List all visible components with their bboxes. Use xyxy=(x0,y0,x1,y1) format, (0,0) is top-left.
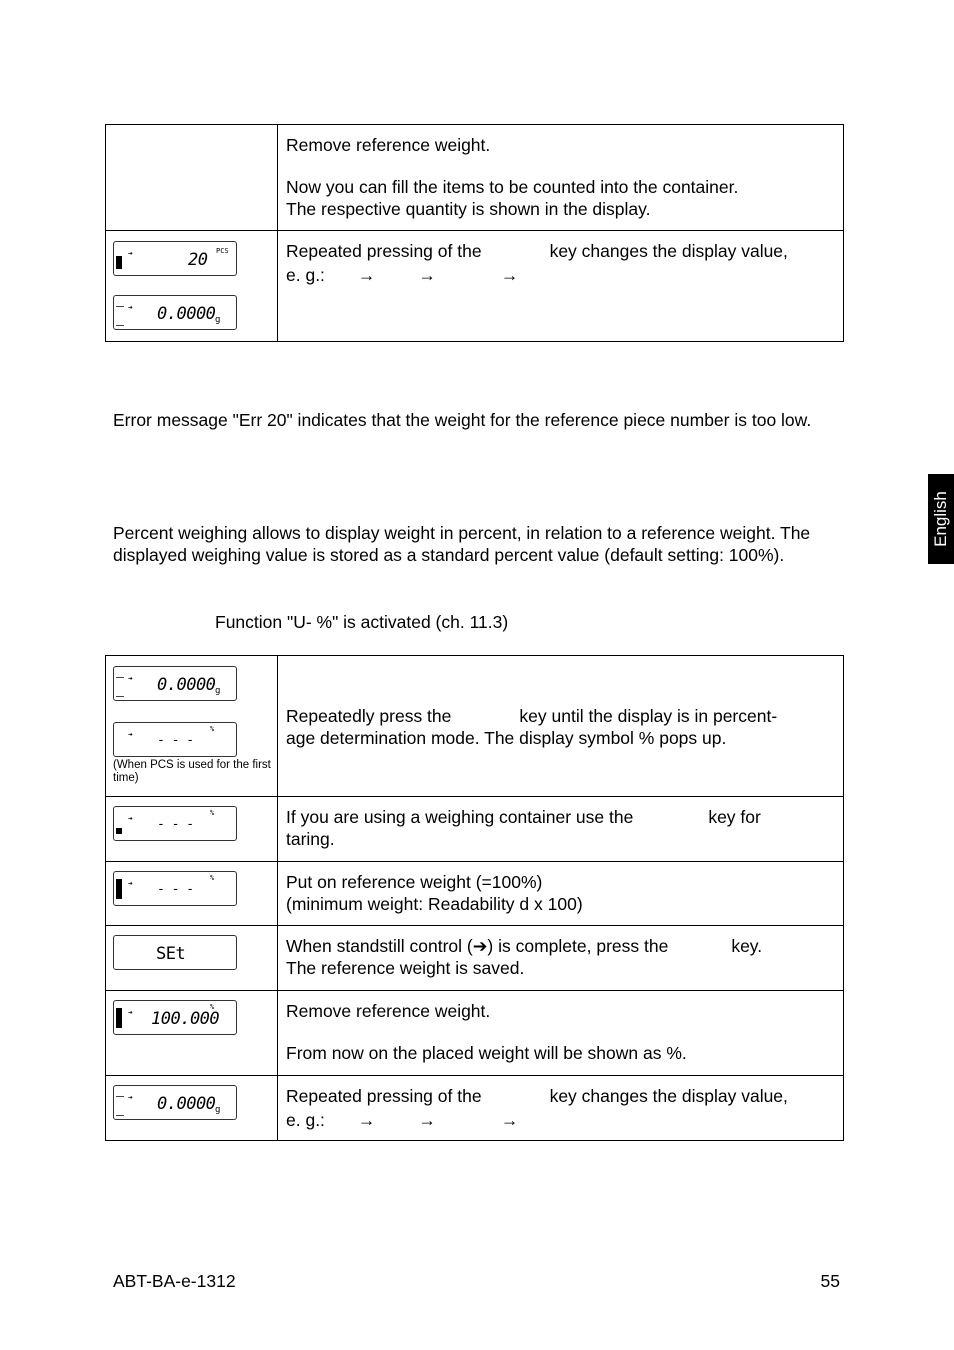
stable-arrow-icon: ➔ xyxy=(128,1008,133,1017)
arrow-icon: → xyxy=(500,265,519,285)
example-line: e. g.: → → → xyxy=(286,1110,519,1130)
instruction-text: Now you can fill the items to be counted into the container. xyxy=(286,177,739,197)
instruction-text: Repeated pressing of the key changes the display value, xyxy=(286,1086,788,1106)
lcd-display xyxy=(113,1000,237,1035)
display-unit: % xyxy=(210,725,215,733)
arrow-icon: → xyxy=(357,1110,376,1130)
table-row xyxy=(106,656,844,797)
display-unit: g xyxy=(215,686,221,696)
display-cell xyxy=(106,231,278,342)
table-row xyxy=(106,991,844,1076)
instruction-text: taring. xyxy=(286,829,335,849)
instruction-cell xyxy=(278,991,844,1076)
lcd-display xyxy=(113,295,237,330)
language-tab-label: English xyxy=(931,491,950,547)
stable-arrow-icon: ➔ xyxy=(128,303,133,312)
bar-segment xyxy=(116,696,124,697)
display-value: 100.000 xyxy=(151,1009,220,1029)
instruction-text: age determination mode. The display symbol % pops up. xyxy=(286,727,727,748)
percent-weighing-paragraph: Percent weighing allows to display weight in percent, in relation to a reference weight. The displayed weighing value is stored as a standard percent value (default setting: 100%). xyxy=(113,523,811,565)
bar-segment xyxy=(116,1096,124,1097)
standstill-arrow-icon: ➔ xyxy=(472,936,488,956)
table-row xyxy=(106,797,844,862)
arrow-icon: → xyxy=(418,1110,436,1130)
display-unit: g xyxy=(215,1105,221,1115)
table-row xyxy=(106,1076,844,1141)
table-row xyxy=(106,125,844,231)
lcd-display xyxy=(113,1085,237,1120)
bar-segment xyxy=(116,325,124,326)
lcd-display xyxy=(113,666,237,701)
instruction-text: Remove reference weight. xyxy=(286,135,491,155)
stability-bar xyxy=(116,879,122,899)
display-value: - - - xyxy=(157,882,194,897)
stable-arrow-icon: ➔ xyxy=(128,730,133,739)
table-row xyxy=(106,862,844,926)
display-unit: g xyxy=(215,315,221,325)
stable-arrow-icon: ➔ xyxy=(128,674,133,683)
lcd-display xyxy=(113,722,237,757)
instruction-text: The reference weight is saved. xyxy=(286,958,525,978)
table-row xyxy=(106,926,844,991)
instruction-text: Remove reference weight. xyxy=(286,1001,491,1021)
instruction-cell xyxy=(278,656,844,797)
percent-steps-table xyxy=(105,655,844,1141)
error-message-paragraph: Error message "Err 20" indicates that the weight for the reference piece number is too low. xyxy=(113,410,812,430)
instruction-cell xyxy=(278,1076,844,1141)
instruction-text: When standstill control (➔) is complete, press the key. xyxy=(286,936,763,956)
instruction-text: The respective quantity is shown in the display. xyxy=(286,199,651,219)
lcd-display xyxy=(113,241,237,276)
stable-arrow-icon: ➔ xyxy=(128,814,133,823)
instruction-text: Repeatedly press the key until the display is in percent- xyxy=(286,705,778,726)
counting-steps-table xyxy=(105,124,844,342)
lcd-display xyxy=(113,935,237,970)
display-cell xyxy=(106,125,278,231)
lcd-display xyxy=(113,806,237,841)
display-value: 20 xyxy=(188,250,208,270)
display-cell xyxy=(106,656,278,797)
stable-arrow-icon: ➔ xyxy=(128,1093,133,1102)
instruction-text: Repeated pressing of the key changes the display value, xyxy=(286,241,788,261)
stable-arrow-icon: ➔ xyxy=(128,879,133,888)
page-number: 55 xyxy=(820,1271,840,1291)
display-cell xyxy=(106,926,278,991)
lcd-display xyxy=(113,871,237,906)
display-value: 0.0000 xyxy=(157,1094,216,1114)
stability-bar xyxy=(116,256,122,269)
first-use-note: (When PCS is used for the first time) xyxy=(113,759,271,784)
precondition-text: Function "U- %" is activated (ch. 11.3) xyxy=(215,612,509,632)
display-cell xyxy=(106,797,278,862)
table-row xyxy=(106,231,844,342)
display-value: 0.0000 xyxy=(157,675,216,695)
arrow-icon: → xyxy=(500,1110,519,1130)
display-value: - - - xyxy=(157,817,194,832)
instruction-text: (minimum weight: Readability d x 100) xyxy=(286,894,583,914)
instruction-cell xyxy=(278,862,844,926)
instruction-cell xyxy=(278,926,844,991)
arrow-icon: → xyxy=(357,265,376,285)
document-id: ABT-BA-e-1312 xyxy=(113,1271,236,1291)
display-unit: % xyxy=(210,1003,215,1011)
instruction-text: From now on the placed weight will be shown as %. xyxy=(286,1043,687,1063)
display-cell xyxy=(106,991,278,1076)
display-unit: % xyxy=(210,809,215,817)
example-line: e. g.: → → → xyxy=(286,265,519,285)
display-unit: PCS xyxy=(216,247,229,255)
display-value: - - - xyxy=(157,733,194,748)
display-cell xyxy=(106,862,278,926)
bar-segment xyxy=(116,306,124,307)
instruction-cell xyxy=(278,797,844,862)
instruction-text: If you are using a weighing container use the key for xyxy=(286,807,761,827)
stable-arrow-icon: ➔ xyxy=(128,249,133,258)
language-tab xyxy=(928,474,954,564)
display-cell xyxy=(106,1076,278,1141)
display-value: 0.0000 xyxy=(157,304,216,324)
stability-bar xyxy=(116,828,122,834)
stability-bar xyxy=(116,1008,122,1028)
bar-segment xyxy=(116,677,124,678)
bar-segment xyxy=(116,1115,124,1116)
display-value: SEt xyxy=(156,944,186,964)
instruction-cell xyxy=(278,231,844,342)
instruction-text: Put on reference weight (=100%) xyxy=(286,872,543,892)
arrow-icon: → xyxy=(418,265,436,285)
instruction-cell xyxy=(278,125,844,231)
display-unit: % xyxy=(210,874,215,882)
